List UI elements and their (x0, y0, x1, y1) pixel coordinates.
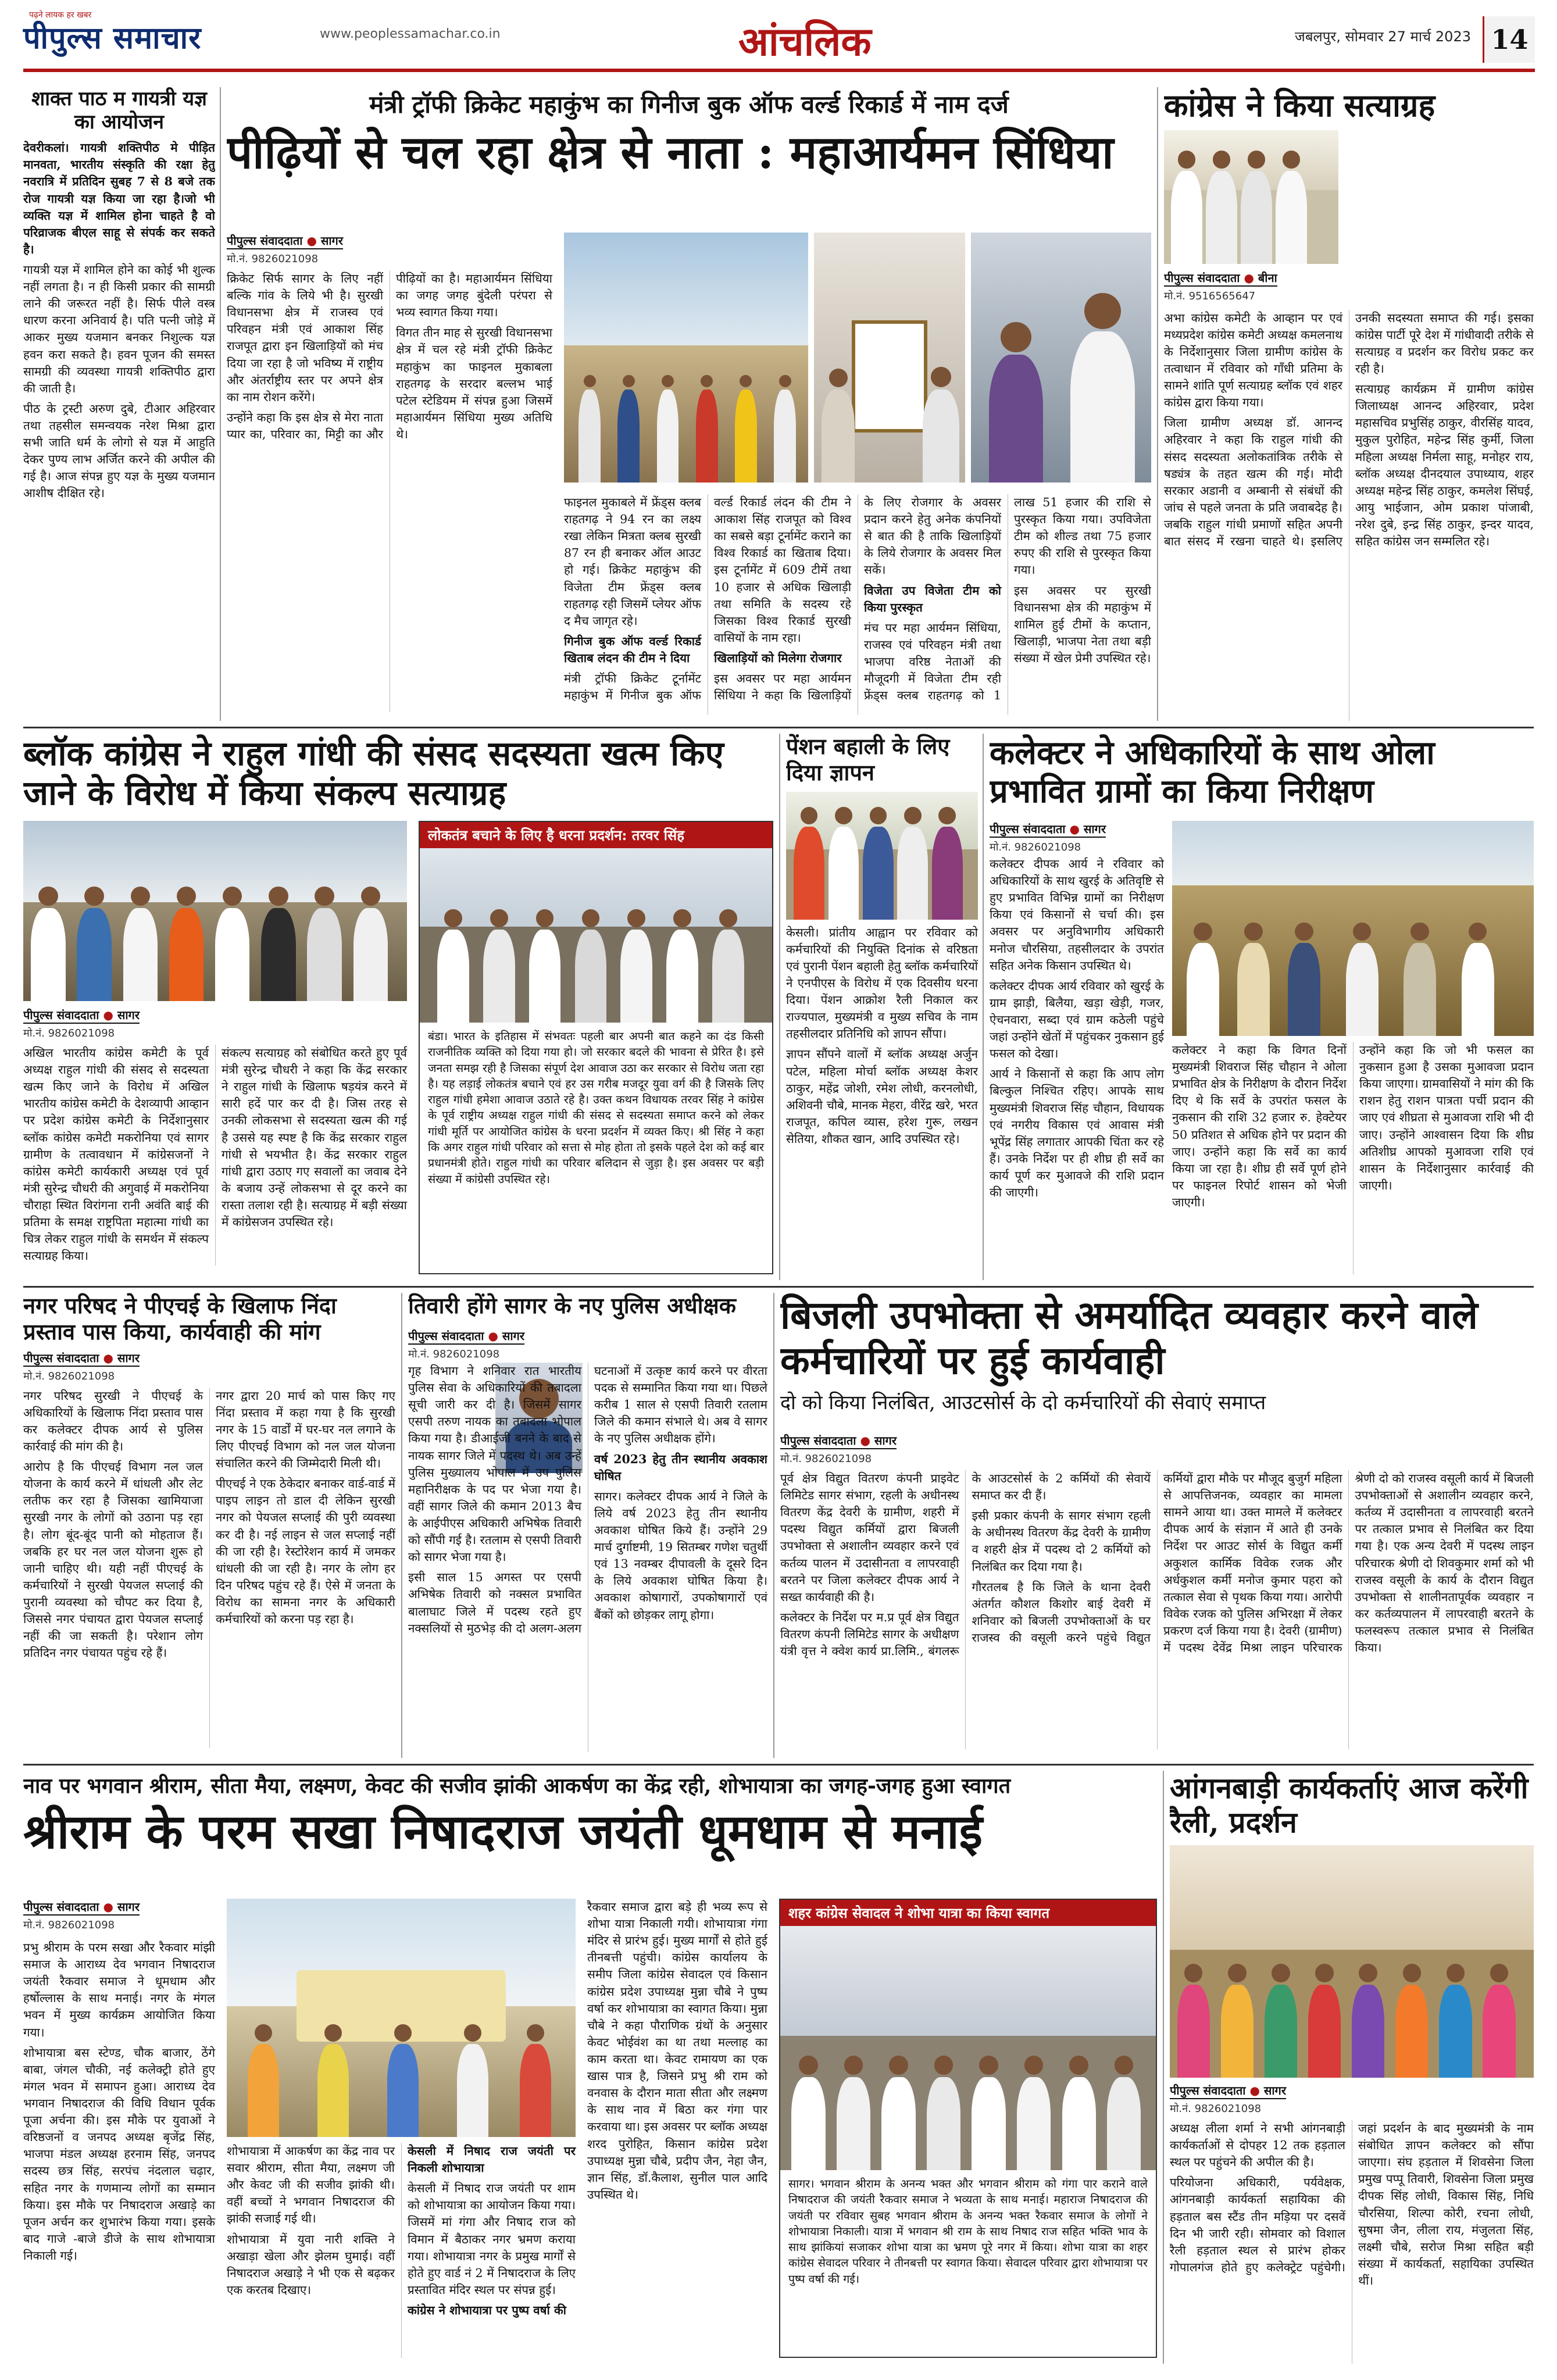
story-paragraph: गायत्री यज्ञ में शामिल होने का कोई भी शुल्क नहीं लगता है। न ही किसी प्रकार की सामग्री लाने की जरूरत नहीं है। सिर्फ पीले वस्त्र धारण करना अनिवार्य है। पति पत्नी जोड़े में आकर मुख्य यजमान बनकर निशुल्क यज्ञ हवन करा सकते है। हवन पूजन की समस्त सामग्री की व्यवस्था गायत्री शक्तिपीठ द्वारा की जाती है। (23, 262, 215, 395)
story-paragraph: पीठ के ट्रस्टी अरुण दुबे, टीआर अहिरवार तथा तहसील समन्वयक नरेश मिश्रा द्वारा सभी जाति धर्म के लोगो से यज्ञ में आहुति देकर पुण्य लाभ अर्जित करने की अपील की गई है। आज संपन्न हुए यज्ञ के मुख्य यजमान आशीष दीक्षित रहे। (23, 401, 215, 501)
story-body (408, 1363, 767, 1752)
column-divider (220, 87, 221, 721)
photo-trophy-presentation (564, 233, 808, 483)
story-paragraph: आर्य ने किसानों से कहा कि आप लोग बिल्कुल निश्चित रहिए। आपके साथ मुख्यमंत्री शिवराज सिंह चौहान, विधायक एवं नगरीय विकास एवं आवास मंत्री भूपेंद्र सिंह लगातार आपकी चिंता कर रहे हैं। उनके निर्देश पर ही शीघ्र ही सर्वे का कार्य पूर्ण कर मुआवजे की राशि प्रदान की जाएगी। (990, 1067, 1164, 1200)
photo-guinness-certificate (814, 233, 965, 483)
byline-reporter: पीपुल्स संवाददाता (1164, 270, 1240, 285)
reporter-mobile: मो.नं. 9826021098 (23, 1027, 115, 1039)
byline-reporter: पीपुल्स संवाददाता (23, 1900, 99, 1914)
column-divider (773, 1293, 774, 1758)
story-body-continued (564, 494, 1151, 715)
story-new-sp (408, 1293, 767, 1758)
story-paragraph: क्रिकेट सिर्फ सागर के लिए नहीं बल्कि गांव के लिये भी है। सुरखी विधानसभा क्षेत्र में राजस्व एवं परिवहन मंत्री एवं आकाश सिंह राजपूत द्वारा इन खिलाड़ियों को मंच दिया जा रहा है जो भविष्य में राष्ट्रीय और अंतर्राष्ट्रीय स्तर पर अपने क्षेत्र का नाम रोशन करेंगे। (227, 271, 383, 404)
page-number: 14 (1483, 16, 1535, 63)
reporter-mobile: मो.नं. 9826021098 (408, 1348, 500, 1360)
section-title: आंचलिक (738, 19, 872, 65)
story-paragraph: गृह विभाग ने शनिवार रात भारतीय पुलिस सेवा के अधिकारियों की तबादला सूची जारी कर दी है। जिसमें सागर एसपी तरुण नायक का तबादला भोपाल किया गया है। डीआईजी बनने के बाद से नायक सागर जिले में पदस्थ थे। अब उन्हें पुलिस मुख्यालय भोपाल में उप पुलिस महानिरीक्षक के पद पर भेजा गया है। वहीं सागर जिले की कमान 2013 बैच के आईपीएस अधिकारी अभिषेक तिवारी को सौंपी गई है। रतलाम से एसपी तिवारी को सागर भेजा गया है। (408, 1364, 581, 1564)
reporter-mobile: मो.नं. 9826021098 (780, 1453, 872, 1465)
photo-pension-memo (786, 792, 978, 920)
story-gayatri-yagya (23, 87, 215, 721)
story-paragraph: शोभायात्रा में आकर्षण का केंद्र नाव पर सवार श्रीराम, सीता मैया, लक्ष्मण जी और केवट जी की सजीव झांकी थी। वहीं बच्चों ने भगवान निषादराज की झांकी सजाई गई थी। (227, 2144, 395, 2226)
story-headline: शाक्त पाठ म गायत्री यज्ञ का आयोजन (31, 87, 207, 134)
story-paragraph: उन्होंने कहा कि इस क्षेत्र से मेरा नाता प्यार का, परिवार का, मिट्टी का और पीढ़ियों का है। महाआर्यमन सिंधिया का जगह जगह बुंदेली परंपरा से भव्य स्वागत किया गया। (227, 271, 552, 441)
story-paragraph: केसली में निषाद राज जयंती पर शाम को शोभायात्रा का आयोजन किया गया। जिसमें मां गंगा और निषाद राज को विमान में बैठाकर नगर भ्रमण कराया गया। शोभायात्रा नगर के प्रमुख मार्गों से होते हुए वार्ड नं 2 में निषादराज के लिए प्रस्तावित मंदिर स्थल पर संपन्न हुई। (408, 2181, 576, 2297)
story-body (23, 1939, 215, 2358)
story-paragraph: सागर। कलेक्टर दीपक आर्य ने जिले के लिये वर्ष 2023 हेतु तीन स्थानीय अवकाश घोषित किये हैं। उन्होंने 29 मार्च दुर्गाष्टमी, 19 सितम्बर गणेश चतुर्थी एवं 13 नवम्बर दीपावली के दूसरे दिन के लिये अवकाश घोषित किया है। अवकाश कोषागारों, उपकोषागारों एवं बैंकों को छोड़कर लागू होगा। (594, 1489, 767, 1622)
website-link[interactable]: www.peoplessamachar.co.in (320, 27, 501, 41)
story-headline: कलेक्टर ने अधिकारियों के साथ ओला प्रभावित ग्रामों का किया निरीक्षण (990, 734, 1435, 811)
photo-sevadal-welcome (780, 1926, 1156, 2170)
byline-reporter: पीपुल्स संवाददाता (23, 1350, 99, 1365)
story-paragraph: इस अवसर पर सुरखी विधानसभा क्षेत्र की महाकुंभ में शामिल हुई टीमों के कप्तान, खिलाड़ी, भाजपा नेता तथा बड़ी संख्या में खेल प्रेमी उपस्थित रहे। (1014, 583, 1151, 665)
story-block-congress (23, 734, 773, 1280)
byline: पीपुल्स संवाददाता ● सागर (408, 1328, 524, 1345)
row-divider (23, 1764, 1534, 1766)
story-kicker: नाव पर भगवान श्रीराम, सीता मैया, लक्ष्मण, केवट की सजीव झांकी आकर्षण का केंद्र रही, शोभायात्रा का जगह-जगह हुआ स्वागत (23, 1774, 1011, 1798)
reporter-mobile: मो.नं. 9826021098 (23, 1370, 115, 1382)
story-body-continued (1172, 1042, 1534, 1274)
story-subhead: विजेता उप विजेता टीम को किया पुरस्कृत (864, 583, 1001, 614)
story-pension (786, 734, 978, 1280)
story-paragraph: देवरीकलां। गायत्री शक्तिपीठ मे पीड़ित मानवता, भारतीय संस्कृति की रक्षा हेतु नवरात्रि में प्रतिदिन सुबह 7 से 8 बजे तक रोज गायत्री यज्ञ किया जा रहा है।जो भी व्यक्ति यज्ञ में शामिल होना चाहते है वो परिव्राजक बीएल साहू से संपर्क कर सकते है। (23, 141, 215, 256)
story-paragraph: मंच पर महा आर्यमन सिंधिया, राजस्व एवं परिवहन मंत्री तथा भाजपा वरिष्ठ नेताओं की मौजूदगी में विजेता टीम रही फ्रेंड्स क्लब राहतगढ़ को 1 लाख 51 हजार की राशि से पुरस्कृत किया गया। उपविजेता टीम को शील्ड तथा 75 हजार रुपए की राशि से पुरस्कृत किया गया। (864, 495, 1151, 703)
column-divider (1163, 1771, 1164, 2364)
story-collector-hail (990, 734, 1534, 1280)
photo-dharna-banda (420, 848, 772, 1023)
sevadal-photo-caption: सागर। भगवान श्रीराम के अनन्य भक्त और भगवान श्रीराम को गंगा पार कराने वाले निषादराज की जयंती रैकवार समाज ने भव्यता के साथ मनाई। महाराज निषादराज की जयंती पर रविवार सुबह भगवान श्रीराम के अनन्य भक्त रैकवार समाज के लोगों ने शोभायात्रा निकाली। यात्रा में भगवान श्री राम के साथ निषाद राज सहित भक्ति भाव के साथ झांकियां सजाकर शोभा यात्रा का भ्रमण पूरे नगर में किया। शोभा यात्रा का शहर कांग्रेस सेवादल परिवार ने तीनबत्ती पर स्वागत किया। सेवादल परिवार द्वारा शोभायात्रा पर पुष्प वर्षा की गई। (788, 2177, 1148, 2286)
story-headline: कांग्रेस ने किया सत्याग्रह (1164, 87, 1435, 124)
byline-place: बीना (1258, 270, 1277, 285)
byline-place: सागर (117, 1008, 140, 1022)
byline: पीपुल्स संवाददाता ● सागर (780, 1432, 897, 1449)
masthead (23, 10, 1535, 72)
story-paragraph: उन्होंने कहा कि जो भी फसल का नुकसान हुआ है उसका मुआवजा प्रदान किया जाएगा। ग्रामवासियों ने मांग की कि राशन हेतु राशन पात्रता पर्ची प्रदान की जाए एवं शीघ्रता से मुआवजा राशि भी दी जाए। उन्होंने आश्वासन दिया कि शीघ्र अतिशीघ्र आपको मुआवजा राशि एवं शासन के निर्देशानुसार कार्रवाई की जाएगी। (1359, 1043, 1534, 1192)
story-paragraph: संकल्प सत्याग्रह को संबोधित करते हुए पूर्व मंत्री सुरेन्द्र चौधरी ने कहा कि केंद्र सरकार ने राहुल गांधी के खिलाफ षड़यंत्र करने में सारी हदें पार कर दी है। जिस तरह से उनकी लोकसभा से सदस्यता खत्म की गई है उससे यह स्पष्ट है कि केंद्र सरकार राहुल गांधी से भयभीत है। केंद्र सरकार राहुल गांधी द्वारा उठाए गए सवालों का जवाब देने के बजाय उन्हें लोकसभा से दूर करने का रास्ता तलाश रही है। सत्याग्रह में बड़ी संख्या में कांग्रेसजन उपस्थित रहे। (222, 1046, 407, 1230)
story-paragraph: इस अवसर पर महा आर्यमन सिंधिया ने कहा कि खिलाड़ियों के लिए रोजगार के अवसर प्रदान करने हेतु अनेक कंपनियों से बात की है ताकि खिलाड़ियों के लिये रोजगार के अवसर मिल सकें। (714, 495, 1001, 703)
byline-place: सागर (1263, 2084, 1286, 2097)
story-paragraph: रैकवार समाज द्वारा बड़े ही भव्य रूप से शोभा यात्रा निकाली गयी। शोभायात्रा गंगा मंदिर से प्रारंभ हुई। मुख्य मार्गों से होते हुई तीनबत्ती पहुंची। कांग्रेस कार्यालय के समीप जिला कांग्रेस सेवादल एवं किसान कांग्रेस प्रदेश उपाध्यक्ष मुन्ना चौबे ने पुष्प वर्षा कर शोभायात्रा का स्वागत किया। मुन्ना चौबे ने कहा पौराणिक ग्रंथों के अनुसार केवट भोईवंश का था तथा मल्लाह का काम करता था। केवट रामायण का एक खास पात्र है, जिसने प्रभु श्री राम को वनवास के दौरान माता सीता और लक्ष्मण के साथ नाव में बिठा कर गंगा पार करवाया था। इस अवसर पर ब्लॉक अध्यक्ष शरद पुरोहित, किसान कांग्रेस प्रदेश उपाध्यक्ष मुन्ना चौबे, प्रदीप जैन, नेहा जैन, ज्ञान सिंह, डॉ.कैलाश, सुनील पाल आदि उपस्थित थे। (587, 1900, 767, 2202)
story-paragraph: ज्ञापन सौंपने वालों में ब्लॉक अध्यक्ष अर्जुन पटेल, महिला मोर्चा ब्लॉक अध्यक्ष केशर ठाकुर, महेंद्र जोशी, रमेश लोधी, करनलोधी, अशिवनी चौबे, मानक मेहरा, वीरेंद्र खरे, भरत राजपूत, कपिल व्यास, हरेश गुरू, लखन सेतिया, शौकत खान, आदि उपस्थित रहे। (786, 1047, 978, 1146)
byline: पीपुल्स संवाददाता ● बीना (1164, 270, 1277, 287)
story-subhead: दो को किया निलंबित, आउटसोर्स के दो कर्मचारियों की सेवाएं समाप्त (780, 1391, 1266, 1414)
story-headline: पेंशन बहाली के लिए दिया ज्ञापन (786, 734, 950, 785)
dharna-box-text: बंडा। भारत के इतिहास में संभवतः पहली बार अपनी बात कहने का दंड किसी राजनीतिक व्यक्ति को दिया गया हो। जो सरकार बदले की भावना से प्रेरित है। इसे जनता समझ रही है जिसका संपूर्ण देश आवाज उठा कर सरकार से विरोध जता रहा है। यह लड़ाई लोकतंत्र बचाने एवं हर उस गरीब मजदूर युवा वर्ग की है जिसके लिए राहुल गांधी हमेशा आवाज उठाते रहे है। उक्त कथन विधायक तरवर सिंह ने कांग्रेस के पूर्व राष्ट्रीय अध्यक्ष राहुल गांधी की संसद से सदस्यता समाप्त करने को लेकर गांधी मूर्ति पर आयोजित कांग्रेस के धरना प्रदर्शन में व्यक्त किए। श्री सिंह ने कहा कि अगर राहुल गांधी परिवार को सत्ता से मोह होता तो इसके पहले देश को कई बार प्रधानमंत्री होते। राहुल गांधी का परिवार बलिदान से जुड़ा है। इस अवसर पर बड़ी संख्या में कांग्रेसी उपस्थित रहे। (428, 1030, 764, 1186)
story-headline: तिवारी होंगे सागर के नए पुलिस अधीक्षक (408, 1293, 736, 1318)
byline-place: सागर (320, 234, 343, 248)
story-paragraph: नगर द्वारा 20 मार्च को पास किए गए निंदा प्रस्ताव में कहा गया है कि सुरखी नगर के 15 वार्डों में घर-घर नल लगाने के लिए पीएचई विभाग को नल जल योजना संचालित करने की जिम्मेदारी मिली थी। (216, 1388, 395, 1471)
column-divider (1157, 87, 1158, 721)
byline: पीपुल्स संवाददाता ● सागर (23, 1007, 140, 1024)
story-body (1164, 308, 1534, 721)
photo-block-congress (23, 821, 407, 1001)
byline-reporter: पीपुल्स संवाददाता (780, 1434, 856, 1448)
photo-anganwadi-rally (1170, 1845, 1534, 2078)
story-paragraph: पीएचई ने एक ठेकेदार बनाकर वार्ड-वार्ड में पाइप लाइन तो डाल दी लेकिन सुरखी नगर को पेयजल सप्लाई की पुरी व्यवस्था कर दी है। नई लाइन से जल सप्लाई नहीं की जा रही है। रेस्टोरेशन कार्य में जमकर धांधली की जा रही है। नगर के लोग हर दिन परिषद पहुंच रहे हैं। ऐसे में जनता के विरोध का सामना नगर के अधिकारी कर्मचारियों को करना पड़ रहा है। (216, 1477, 395, 1627)
story-headline: ब्लॉक कांग्रेस ने राहुल गांधी की संसद सदस्यता खत्म किए जाने के विरोध में किया संकल्प सत्याग्रह (23, 734, 724, 813)
story-paragraph: परियोजना अधिकारी, पर्यवेक्षक, आंगनबाड़ी कार्यकर्ता सहायिका की हड़ताल बस स्टैंड तीन मड़िया पर दसवें दिन भी जारी रही। सोमवार को विशाल रैली हड़ताल स्थल से प्रारंभ होकर गोपालगंज होते हुए कलेक्ट्रेट पहुंचेगी। जहां प्रदर्शन के बाद मुख्यमंत्री के नाम संबोधित ज्ञापन कलेक्टर को सौंपा जाएगा। संघ हड़ताल में शिवसेना जिला प्रमुख पप्पू तिवारी, शिवसेना जिला प्रमुख दीपक सिंह लोधी, विकास सिंह, निधि चौरसिया, शिल्पा कोरी, रचना लोधी, सुषमा जैन, लीला राय, मंजुलता सिंह, लक्ष्मी चौबे, सरोज मिश्रा सहित बड़ी संख्या में कार्यकर्ता, सहायिका उपस्थित थीं। (1170, 2121, 1534, 2288)
story-paragraph: फाइनल मुकाबले में फ्रेंड्स क्लब राहतगढ़ ने 94 रन का लक्ष्य रखा लेकिन मित्रता क्लब सुरखी 87 रन ही बनाकर ऑल आउट हो गई। क्रिकेट महाकुंभ की विजेता टीम फ्रेंड्स क्लब राहतगढ़ रही जिसमें प्लेयर ऑफ द मैच जागृत रहे। (564, 495, 701, 628)
reporter-mobile: मो.नं. 9826021098 (1170, 2103, 1262, 2115)
story-body (786, 924, 978, 1151)
story-paragraph: अखिल भारतीय कांग्रेस कमेटी के पूर्व अध्यक्ष राहुल गांधी की संसद से सदस्यता खत्म किए जाने के विरोध में अखिल भारतीय कांग्रेस कमेटी के देशव्यापी आव्हान पर प्रदेश कांग्रेस कमेटी के निर्देशानुसार ब्लॉक कांग्रेस कमेटी मकरोनिया एवं सागर ग्रामीण के तत्वावधान में कांग्रेसजनों ने कांग्रेस कमेटी कार्यकारी अध्यक्ष एवं पूर्व मंत्री सुरेन्द्र चौधरी की अगुवाई में मकरोनिया चौराहा स्थित विरांगना रानी अवंति बाई की प्रतिमा के समक्ष राष्ट्रपिता महात्मा गांधी का चित्र लेकर राहुल गांधी के समर्थन में संकल्प सत्याग्रह किया। (23, 1046, 209, 1263)
story-paragraph: कलेक्टर दीपक आर्य ने रविवार को अधिकारियों के साथ खुरई के अतिवृष्टि से हुए प्रभावित विभिन्न ग्रामों का निरीक्षण किया एवं किसानों से चर्चा की। इस अवसर पर अनुविभागीय अधिकारी मनोज चौरसिया, तहसीलदार के उपरांत सहित अनेक किसान उपस्थित थे। (990, 857, 1164, 973)
reporter-mobile: मो.नं. 9826021098 (227, 253, 319, 265)
story-paragraph: कलेक्टर के निर्देश पर म.प्र पूर्व क्षेत्र विद्युत वितरण कंपनी लिमिटेड सागर के अधीक्षण यंत्री वृत्त ने क्वेश कार्य प्रा.लिमि., बंगलरू के आउटसोर्स के 2 कर्मियों की सेवायें समाप्त कर दी हैं। (780, 1471, 1151, 1659)
dateline: जबलपुर, सोमवार 27 मार्च 2023 (1295, 28, 1471, 45)
story-paragraph: केसली। प्रांतीय आह्वान पर रविवार को कर्मचारियों की नियुक्ति दिनांक से वरिष्ठता एवं पुरानी पेंशन बहाली हेतु ब्लॉक कर्मचारियों ने एनपीएस के विरोध में एक दिवसीय धरना दिया। पेंशन आक्रोश रैली निकाल कर राज्यपाल, मुख्यमंत्री व मुख्य सचिव के नाम तहसीलदार प्रतिनिधि को ज्ञापन सौंपा। (786, 925, 978, 1041)
story-paragraph: आरोप है कि पीएचई विभाग नल जल योजना के कार्य करने में धांधली और लेट लतीफ कर रहा है जिसका खामियाजा सुरखी नगर के लोगों को उठाना पड़ रहा है। लोग बूंद-बूंद पानी को मोहताज हैं। जबकि हर घर नल जल योजना शुरू हो जानी चाहिए थी। यही नहीं पीएचई के कर्मचारियों ने सुरखी पेयजल सप्लाई की पुरानी व्यवस्था को चौपट कर दिया है, जिससे नगर पंचायत द्वारा पेयजल सप्लाई नहीं की जा सकती है। परेशान लोग प्रतिदिन नगर पंचायत पहुंच रहे हैं। (23, 1460, 203, 1660)
story-headline: बिजली उपभोक्ता से अमर्यादित व्यवहार करने वाले कर्मचारियों पर हुई कार्यवाही (780, 1293, 1478, 1383)
byline-reporter: पीपुल्स संवाददाता (1170, 2084, 1246, 2097)
story-paragraph: मंत्री ट्रॉफी क्रिकेट टूर्नामेंट महाकुंभ में गिनीज बुक ऑफ वर्ल्ड रिकार्ड लंदन की टीम ने आकाश सिंह राजपूत को विश्व का सबसे बड़ा टूर्नामेंट कराने का विश्व रिकार्ड का खिताब दिया। इस टूर्नामेंट में 609 टीमें तथा 10 हजार से अधिक खिलाड़ी तथा समिति के सदस्य रहे जिसका विश्व रिकार्ड सुरखी वासियों के नाम रहा। (564, 495, 851, 703)
story-headline: आंगनबाड़ी कार्यकर्ताएं आज करेंगी रैली, प्रदर्शन (1170, 1771, 1529, 1839)
story-subhead: गिनीज बुक ऑफ वर्ल्ड रिकार्ड खिताब लंदन की टीम ने दिया (564, 634, 701, 665)
story-paragraph: अभा कांग्रेस कमेटी के आव्हान पर एवं मध्यप्रदेश कांग्रेस कमेटी अध्यक्ष कमलनाथ के निर्देशानुसार जिला ग्रामीण कांग्रेस के तत्वाधान में रविवार को गाँधी प्रतिमा के सामने शांति पूर्ण सत्याग्रह ब्लॉक एवं शहर कांग्रेस द्वारा किया गया। (1164, 310, 1342, 410)
byline-reporter: पीपुल्स संवाददाता (990, 822, 1066, 836)
story-body (23, 140, 215, 505)
reporter-mobile: मो.नं. 9826021098 (990, 841, 1081, 853)
byline-place: सागर (502, 1329, 524, 1343)
story-paragraph: अध्यक्ष लीला शर्मा ने सभी आंगनबाड़ी कार्यकर्ताओं से दोपहर 12 तक हड़ताल स्थल पर पहुंचने की अपील की है। (1170, 2121, 1345, 2170)
story-scindia (227, 87, 1151, 721)
story-subhead: खिलाड़ियों को मिलेगा रोजगार (714, 651, 842, 665)
story-body (1170, 2120, 1534, 2364)
story-kicker: मंत्री ट्रॉफी क्रिकेट महाकुंभ का गिनीज बुक ऑफ वर्ल्ड रिकार्ड में नाम दर्ज (369, 90, 1009, 119)
byline-place: सागर (1083, 822, 1106, 836)
photo-caption-bar: लोकतंत्र बचाने के लिए है धरना प्रदर्शन: तरवर सिंह (420, 822, 772, 848)
newspaper-logo[interactable]: पीपुल्स समाचार (23, 20, 202, 56)
story-body (23, 1388, 395, 1748)
logo-tagline: पढ़ने लायक हर खबर (29, 10, 92, 20)
byline-reporter: पीपुल्स संवाददाता (23, 1008, 99, 1022)
column-divider (983, 734, 984, 1280)
story-headline: पीढ़ियों से चल रहा क्षेत्र से नाता : महाआर्यमन सिंधिया (227, 126, 1114, 179)
row-divider (23, 1286, 1534, 1288)
story-paragraph: गौरतलब है कि जिले के थाना देवरी अंतर्गत कौशल किशोर बाई देवरी में शनिवार को बिजली उपभोक्ताओं के घर राजस्व की वसूली करने पहुंचे विद्युत कर्मियों द्वारा मौके पर मौजूद बुजुर्ग महिला से आपत्तिजनक, व्यवहार का मामला सामने आया था। उक्त मामले में कलेक्टर दीपक आर्य के संज्ञान में आते ही उनके निर्देश पर आउट सोर्स के विद्युत कर्मी अकुशल कार्मिक विवेक रजक और अर्धकुशल कर्मी मनोज कुमार पहरा को तत्काल सेवा से पृथक किया गया। आरोपी विवेक रजक को पुलिस अभिरक्षा में लेकर प्रकरण दर्ज किया गया है। देवरी (ग्रामीण) में पदस्थ देवेंद्र मिश्रा लाइन परिचारक श्रेणी दो को राजस्व वसूली कार्य में बिजली उपभोक्ताओं से अशालीन व्यवहार करने, कर्तव्य में उदासीनता व लापरवाही बरतने पर तत्काल प्रभाव से निलंबित कर दिया गया है। एक अन्य देवरी में पदस्थ लाइन परिचारक श्रेणी दो शिवकुमार शर्मा को भी राजस्व वसूली के कार्य के दौरान विद्युत उपभोक्ता से शालीनतापूर्वक व्यवहार न कर कर्तव्यपालन में लापरवाही बरतने के फलस्वरूप तत्काल प्रभाव से निलंबित किया। (972, 1471, 1534, 1655)
story-paragraph: इसी प्रकार कंपनी के सागर संभाग रहली के अधीनस्थ वितरण केंद्र देवरी के ग्रामीण व शहरी क्षेत्र में पदस्थ दो 2 कर्मियों को निलंबित कर दिया गया है। (972, 1509, 1151, 1574)
photo-nishadraj-procession (227, 1899, 576, 2137)
byline-place: सागर (117, 1900, 140, 1914)
byline-place: सागर (117, 1350, 140, 1365)
byline: पीपुल्स संवाददाता ● सागर (23, 1899, 140, 1916)
reporter-mobile: मो.नं. 9516565647 (1164, 290, 1256, 302)
story-paragraph: शोभायात्रा बस स्टेण्ड, चौक बाजार, ठेंगे बाबा, जंगल चौकी, नई कलेक्ट्री होते हुए मंगल भवन में समापन हुआ। आराध्य देव भगवान निषादराज की विधि विधान पूर्वक पूजा अर्चना की। इस मौके पर युवाओं ने वरिष्ठजनों व जनपद अध्यक्ष बृजेंद्र सिंह, भाजपा मंडल अध्यक्ष हरनाम सिंह, जनपद सदस्य छत्र सिंह, सरपंच नंदलाल चढ़ार, सहित नगर के गणमान्य लोगों का सम्मान किया। इस मौके पर निषादराज अखाड़े का पूजन अर्चन कर शुभारंभ किया गया। इसके बाद गाजे -बाजे डीजे के साथ शोभायात्रा निकाली गई। (23, 2045, 215, 2263)
byline: पीपुल्स संवाददाता ● सागर (1170, 2082, 1286, 2099)
story-body (227, 270, 552, 712)
byline-reporter: पीपुल्स संवाददाता (227, 234, 303, 248)
byline-reporter: पीपुल्स संवाददाता (408, 1329, 484, 1343)
story-nishadraj (23, 1771, 1157, 2364)
byline: पीपुल्स संवाददाता ● सागर (990, 821, 1106, 838)
story-anganwadi (1170, 1771, 1534, 2364)
story-paragraph: कलेक्टर ने कहा कि विगत दिनों मुख्यमंत्री शिवराज सिंह चौहान ने ओला प्रभावित क्षेत्र के निरीक्षण के दौरान निर्देश दिए थे कि सर्वे के उपरांत फसल के नुकसान की राशि 32 हजार रु. हेक्टेयर 50 प्रतिशत से अधिक होने पर प्रदान की जाए। उन्होंने कहा कि सर्वे का कार्य किया जा रहा है। शीघ्र ही सर्वे पूर्ण होने पर फाइनल रिपोर्ट शासन को भेजी जाएगी। (1172, 1043, 1347, 1209)
story-paragraph: पूर्व क्षेत्र विद्युत वितरण कंपनी प्राइवेट लिमिटेड सागर संभाग, रहली के अधीनस्थ वितरण केंद्र देवरी के ग्रामीण, शहरी में पदस्थ विद्युत कर्मियों द्वारा बिजली उपभोक्ता से अशालीन व्यवहार करने एवं कर्तव्य पालन में उदासीनता व लापरवाही बरतने पर जिला कलेक्टर दीपक आर्य ने सख्त कार्यवाही की है। (780, 1471, 959, 1604)
byline: पीपुल्स संवाददाता ● सागर (227, 233, 343, 249)
story-paragraph: जिला ग्रामीण अध्यक्ष डॉ. आनन्द अहिरवार ने कहा कि राहुल गांधी की संसद सदस्यता अलोकतांत्रिक तरीके से षड्यंत्र के तहत खत्म की गई। मोदी सरकार अडानी व अम्बानी से संबंधों की जांच से पहले जनता के प्रति जवाबदेह है। जबकि राहुल गांधी प्रमाणों सहित अपनी बात संसद में रखना चाहते थे। इसलिए उनकी सदस्यता समाप्त की गई। इसका कांग्रेस पार्टी पूरे देश में गांधीवादी तरीके से सत्याग्रह व प्रदर्शन कर विरोध प्रकट कर रही है। (1164, 310, 1534, 549)
story-bijli (780, 1293, 1534, 1758)
story-paragraph: शोभायात्रा में युवा नारी शक्ति ने अखाड़ा खेला और झेलम घुमाई। वहीं निषादराज अखाड़े ने भी एक से बढ़कर एक करतब दिखाए। (227, 2232, 395, 2297)
story-body (780, 1470, 1534, 1749)
story-body (990, 856, 1164, 1274)
story-congress-satyagraha-beena (1164, 87, 1534, 721)
story-paragraph: इसी साल 15 अगस्त पर एसपी अभिषेक तिवारी को नक्सल प्रभावित बालाघाट जिले में पदस्थ रहते हुए नक्सलियों से मुठभेड़ की दो अलग-अलग घटनाओं में उत्कृष्ट कार्य करने पर वीरता पदक से सम्मानित किया गया था। पिछले करीब 1 साल से एसपी तिवारी रतलाम जिले की कमान संभाले थे। अब वे सागर के नए पुलिस अधीक्षक होंगे। (408, 1364, 767, 1635)
story-subhead: वर्ष 2023 हेतु तीन स्थानीय अवकाश घोषित (594, 1452, 767, 1483)
story-headline: नगर परिषद ने पीएचई के खिलाफ निंदा प्रस्ताव पास किया, कार्यवाही की मांग (23, 1293, 337, 1345)
story-subhead: केसली में निषाद राज जयंती पर निकली शोभायात्रा (408, 2144, 576, 2175)
row-divider (23, 727, 1534, 728)
photo-hail-inspection (1172, 821, 1534, 1036)
story-paragraph: नगर परिषद सुरखी ने पीएचई के अधिकारियों के खिलाफ निंदा प्रस्ताव पास कर कलेक्टर दीपक आर्य से पुलिस कार्रवाई की मांग की है। (23, 1388, 203, 1453)
story-body (23, 1045, 407, 1266)
story-paragraph: विगत तीन माह से सुरखी विधानसभा क्षेत्र में चल रहे मंत्री ट्रॉफी क्रिकेट महाकुंभ का फाइनल मुकाबला राहतगढ़ के सरदार बल्लभ भाई पटेल स्टेडियम में संपन्न हुआ जिसमें महाआर्यमन सिंधिया मुख्य अतिथि थे। (396, 326, 552, 441)
story-headline: श्रीराम के परम सखा निषादराज जयंती धूमधाम से मनाई (23, 1804, 983, 1860)
story-body-continued (587, 1899, 767, 2358)
story-paragraph: प्रभु श्रीराम के परम सखा और रैकवार मांझी समाज के आराध्य देव भगवान निषादराज जयंती रैकवार समाज ने धूमधाम और हर्षोल्लास के साथ मनाई। नगर के मंगल भवन में मुख्य कार्यक्रम आयोजित किया गया। (23, 1941, 215, 2039)
photo-stage-speaker (971, 233, 1151, 483)
column-divider (401, 1293, 402, 1758)
byline: पीपुल्स संवाददाता ● सागर (23, 1350, 140, 1367)
byline-place: सागर (874, 1434, 897, 1448)
photo-satyagraha (1164, 130, 1338, 264)
story-paragraph: कलेक्टर दीपक आर्य रविवार को खुरई के ग्राम झाड़ी, बिलैया, खड़ा खेड़ी, गजर, ऐचनवारा, सब्दा एवं ग्राम कठेली पहुंचे जहां उन्होंने खेतों में पहुंचकर नुकसान हुई फसल को देखा। (990, 978, 1164, 1061)
photo-caption-bar: शहर कांग्रेस सेवादल ने शोभा यात्रा का किया स्वागत (780, 1900, 1156, 1926)
story-body-continued (227, 2143, 576, 2358)
story-paragraph: सत्याग्रह कार्यक्रम में ग्रामीण कांग्रेस जिलाध्यक्ष आनन्द अहिरवार, प्रदेश महासचिव प्रभुसिंह ठाकुर, वीरसिंह यादव, मुकुल पुरोहित, महेन्द्र सिंह कुर्मी, जिला महिला अध्यक्ष निर्मला साहू, मनोहर राय, ब्लॉक अध्यक्ष दीनदयाल उपाध्याय, शहर अध्यक्ष महेन्द्र सिंह ठाकुर, कमलेश सिंघई, आयु भाईजान, ओम प्रकाश पांजाबी, नरेश दुबे, इन्द्र सिंह ठाकुर, इन्दर यादव, सहित कांग्रेस जन सम्मलित रहे। (1355, 382, 1534, 549)
reporter-mobile: मो.नं. 9826021098 (23, 1919, 115, 1931)
story-nagar-parishad (23, 1293, 395, 1758)
column-divider (779, 734, 780, 1280)
story-subhead: कांग्रेस ने शोभायात्रा पर पुष्प वर्षा की (408, 2303, 566, 2317)
